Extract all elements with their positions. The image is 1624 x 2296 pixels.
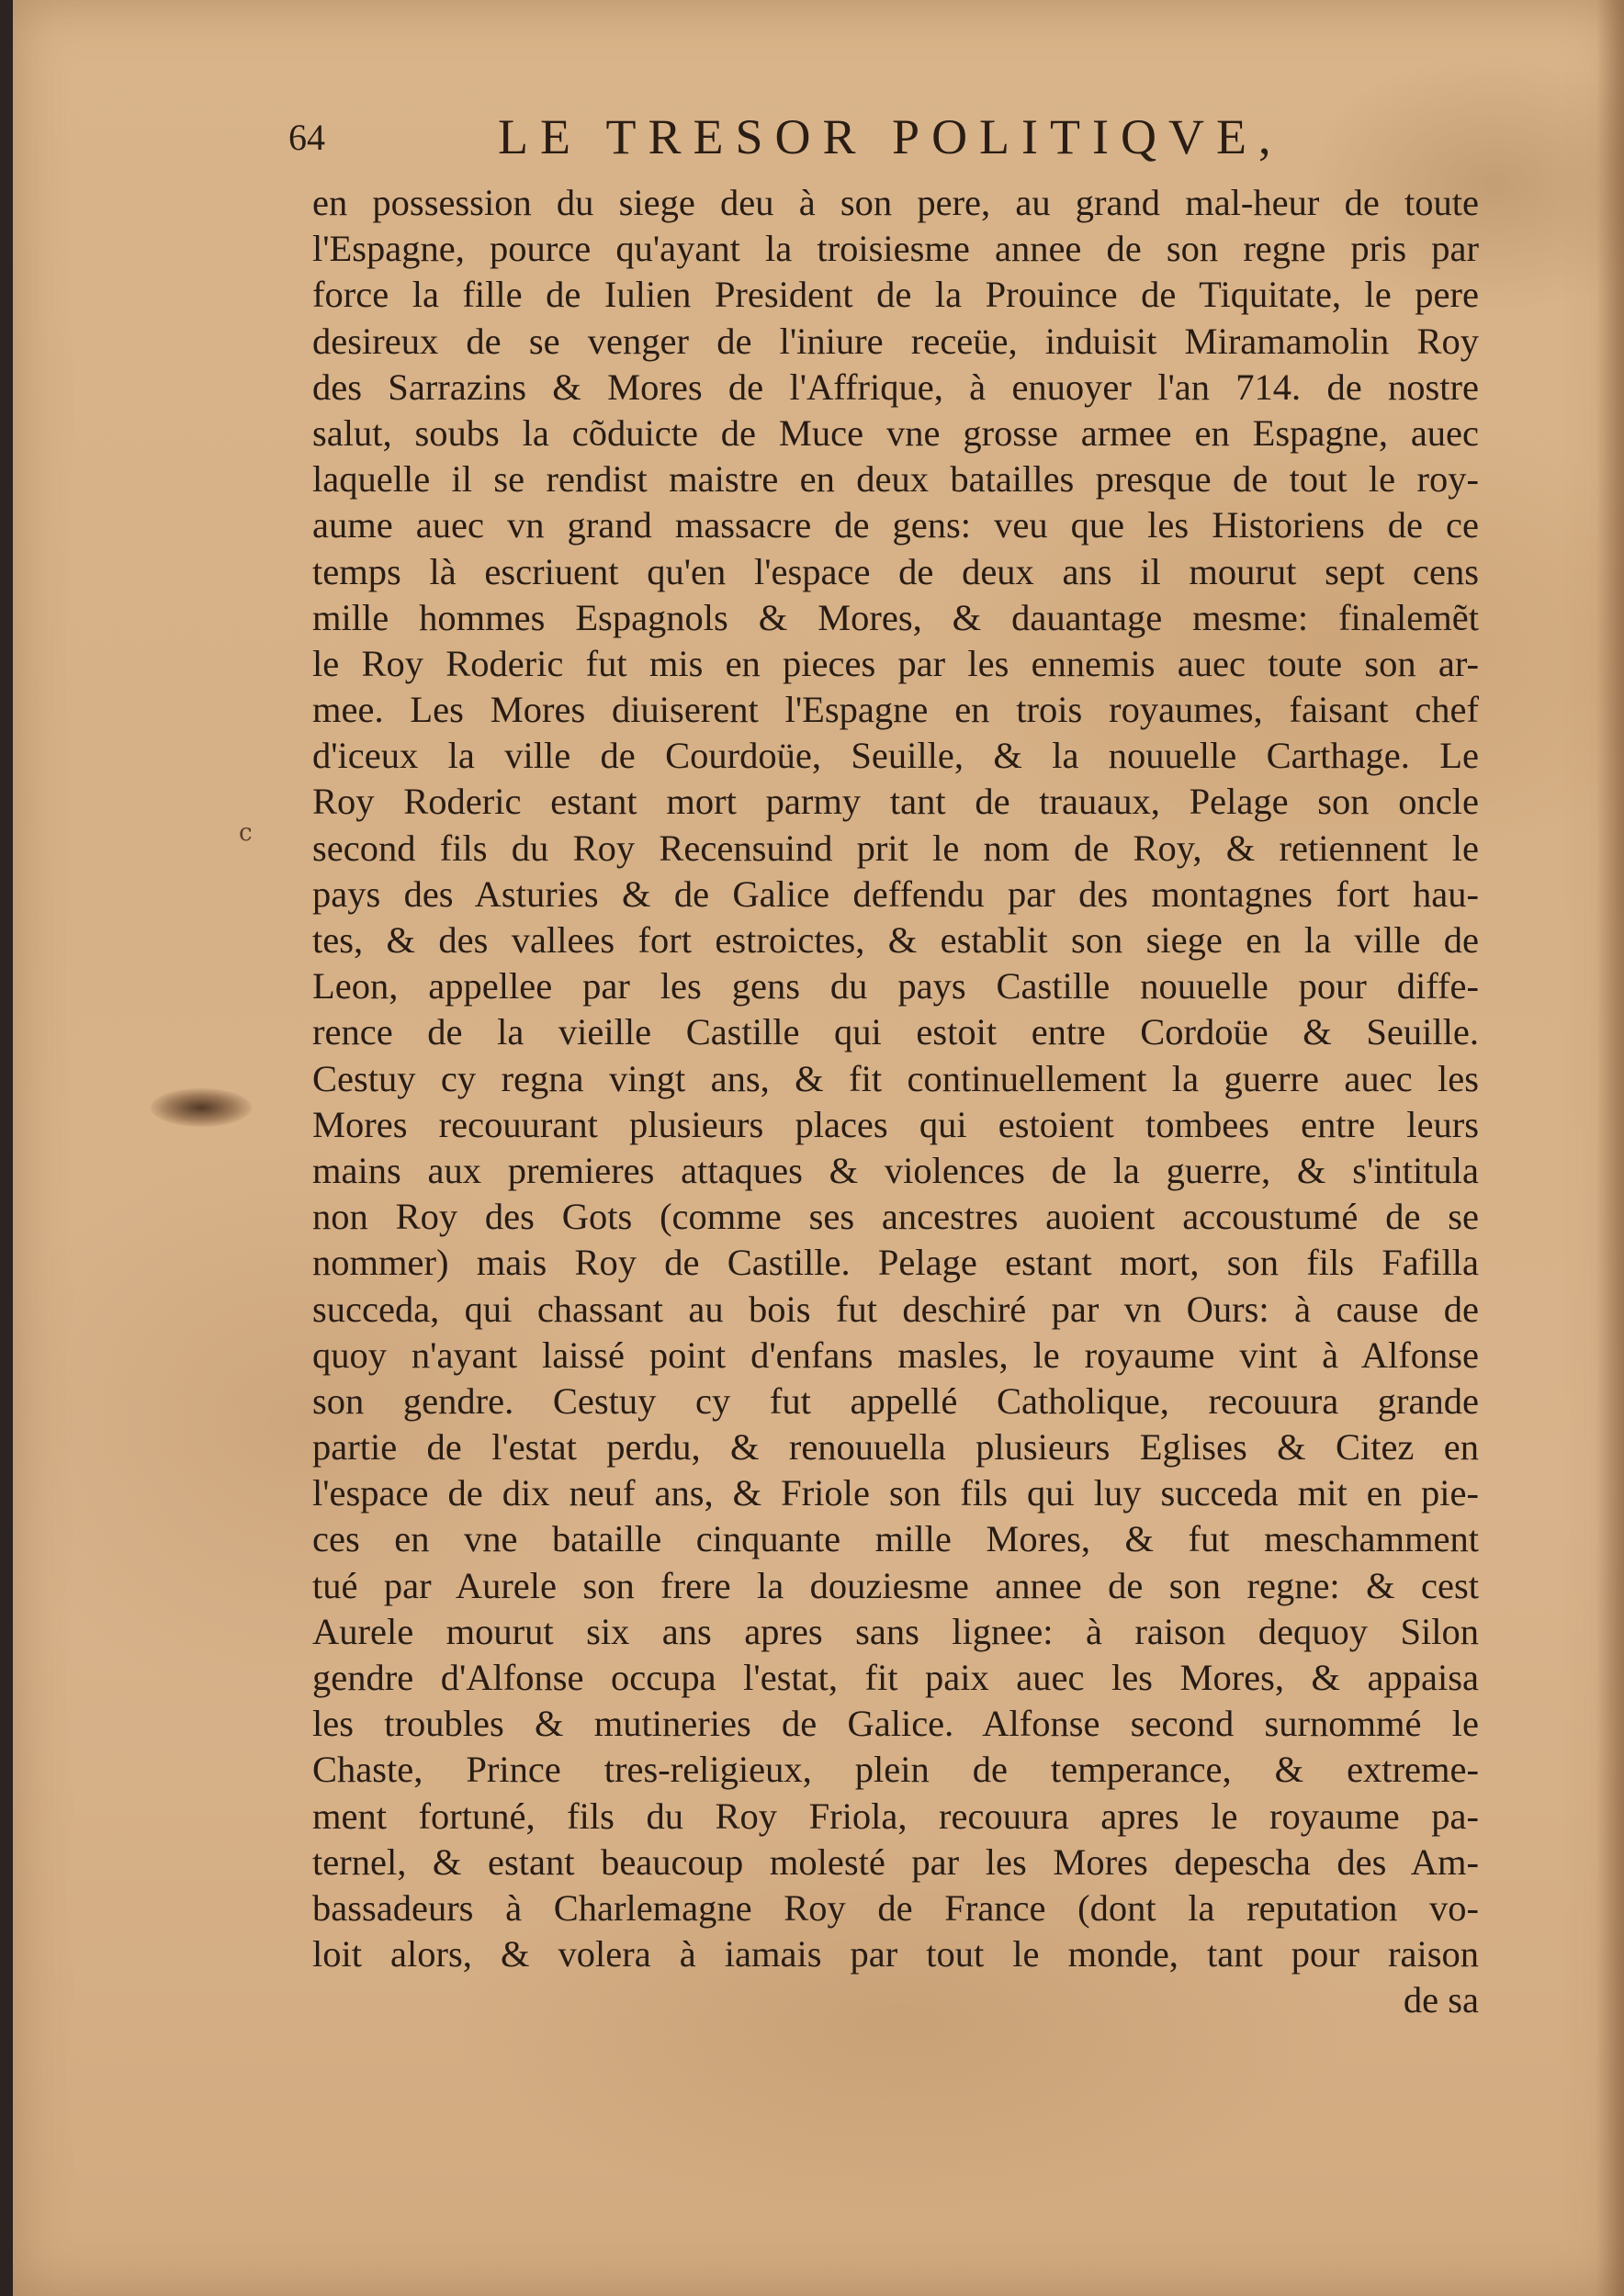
- margin-mark: c: [239, 819, 253, 847]
- text-line: nommer) mais Roy de Castille. Pelage estant mort, son fils Fafilla: [312, 1242, 1479, 1284]
- text-line: Roy Roderic estant mort parmy tant de trauaux, Pelage son oncle: [312, 781, 1479, 823]
- text-line: en possession du siege deu à son pere, au grand mal-heur de toute: [312, 182, 1479, 223]
- text-line: Aurele mourut six ans apres sans lignee: à raison dequoy Silon: [312, 1610, 1479, 1652]
- text-line: loit alors, & volera à iamais par tout le monde, tant pour raison: [312, 1933, 1479, 1975]
- text-line: desireux de se venger de l'iniure receüe, induisit Miramamolin Roy: [312, 320, 1479, 362]
- text-line: force la fille de Iulien President de la Prouince de Tiquitate, le pere: [312, 274, 1479, 316]
- catchword: de sa: [1403, 1979, 1479, 2021]
- text-line: quoy n'ayant laissé point d'enfans masles, le royaume vint à Alfonse: [312, 1334, 1479, 1376]
- text-line: le Roy Roderic fut mis en pieces par les ennemis auec toute son ar-: [312, 642, 1479, 684]
- page-edge-shadow: [1596, 0, 1624, 2296]
- running-head: [288, 108, 1501, 173]
- text-line: tes, & des vallees fort estroictes, & establit son siege en la ville de: [312, 919, 1479, 961]
- running-title: LE TRESOR POLITIQVE,: [498, 109, 1283, 164]
- text-line: l'espace de dix neuf ans, & Friole son fils qui luy succeda mit en pie-: [312, 1472, 1479, 1514]
- text-line: d'iceux la ville de Courdoüe, Seuille, & la nouuelle Carthage. Le: [312, 735, 1479, 777]
- text-line: bassadeurs à Charlemagne Roy de France (dont la reputation vo-: [312, 1886, 1479, 1929]
- text-line: mains aux premieres attaques & violences de la guerre, & s'intitula: [312, 1149, 1479, 1191]
- text-line: l'Espagne, pource qu'ayant la troisiesme annee de son regne pris par: [312, 228, 1479, 270]
- text-line: partie de l'estat perdu, & renouuella plusieurs Eglises & Citez en: [312, 1426, 1479, 1469]
- text-line: des Sarrazins & Mores de l'Affrique, à enuoyer l'an 714. de nostre: [312, 366, 1479, 408]
- text-line: son gendre. Cestuy cy fut appellé Catholique, recouura grande: [312, 1379, 1479, 1422]
- text-line: tué par Aurele son frere la douziesme annee de son regne: & cest: [312, 1564, 1479, 1606]
- text-line: mille hommes Espagnols & Mores, & dauantage mesme: finalemẽt: [312, 596, 1479, 638]
- text-line: pays des Asturies & de Galice deffendu par des montagnes fort hau-: [312, 872, 1479, 915]
- book-page: [13, 0, 1624, 2296]
- text-line: non Roy des Gots (comme ses ancestres auoient accoustumé de se: [312, 1196, 1479, 1238]
- page-number: 64: [288, 117, 325, 158]
- text-line: Mores recouurant plusieurs places qui estoient tombees entre leurs: [312, 1103, 1479, 1145]
- text-line: Leon, appellee par les gens du pays Castille nouuelle pour diffe-: [312, 965, 1479, 1007]
- text-line: gendre d'Alfonse occupa l'estat, fit paix auec les Mores, & appaisa: [312, 1657, 1479, 1698]
- text-line: succeda, qui chassant au bois fut deschiré par vn Ours: à cause de: [312, 1288, 1479, 1330]
- text-line: les troubles & mutineries de Galice. Alfonse second surnommé le: [312, 1703, 1479, 1745]
- body-text: [312, 180, 1479, 2024]
- text-line: rence de la vieille Castille qui estoit entre Cordoüe & Seuille.: [312, 1011, 1479, 1053]
- text-line: ment fortuné, fils du Roy Friola, recouura apres le royaume pa-: [312, 1795, 1479, 1837]
- text-line: Chaste, Prince tres-religieux, plein de temperance, & extreme-: [312, 1749, 1479, 1791]
- text-line: temps là escriuent qu'en l'espace de deux ans il mourut sept cens: [312, 550, 1479, 592]
- text-line: aume auec vn grand massacre de gens: veu que les Historiens de ce: [312, 504, 1479, 546]
- text-line: salut, soubs la cõduicte de Muce vne grosse armee en Espagne, auec: [312, 411, 1479, 454]
- text-line: ternel, & estant beaucoup molesté par les Mores depescha des Am-: [312, 1840, 1479, 1883]
- text-line: laquelle il se rendist maistre en deux batailles presque de tout le roy-: [312, 458, 1479, 501]
- text-line: ces en vne bataille cinquante mille Mores, & fut meschamment: [312, 1518, 1479, 1560]
- text-line: Cestuy cy regna vingt ans, & fit continuellement la guerre auec les: [312, 1057, 1479, 1099]
- text-line: second fils du Roy Recensuind prit le nom de Roy, & retiennent le: [312, 827, 1479, 869]
- ink-stain: [151, 1088, 252, 1127]
- text-line: mee. Les Mores diuiserent l'Espagne en trois royaumes, faisant chef: [312, 689, 1479, 731]
